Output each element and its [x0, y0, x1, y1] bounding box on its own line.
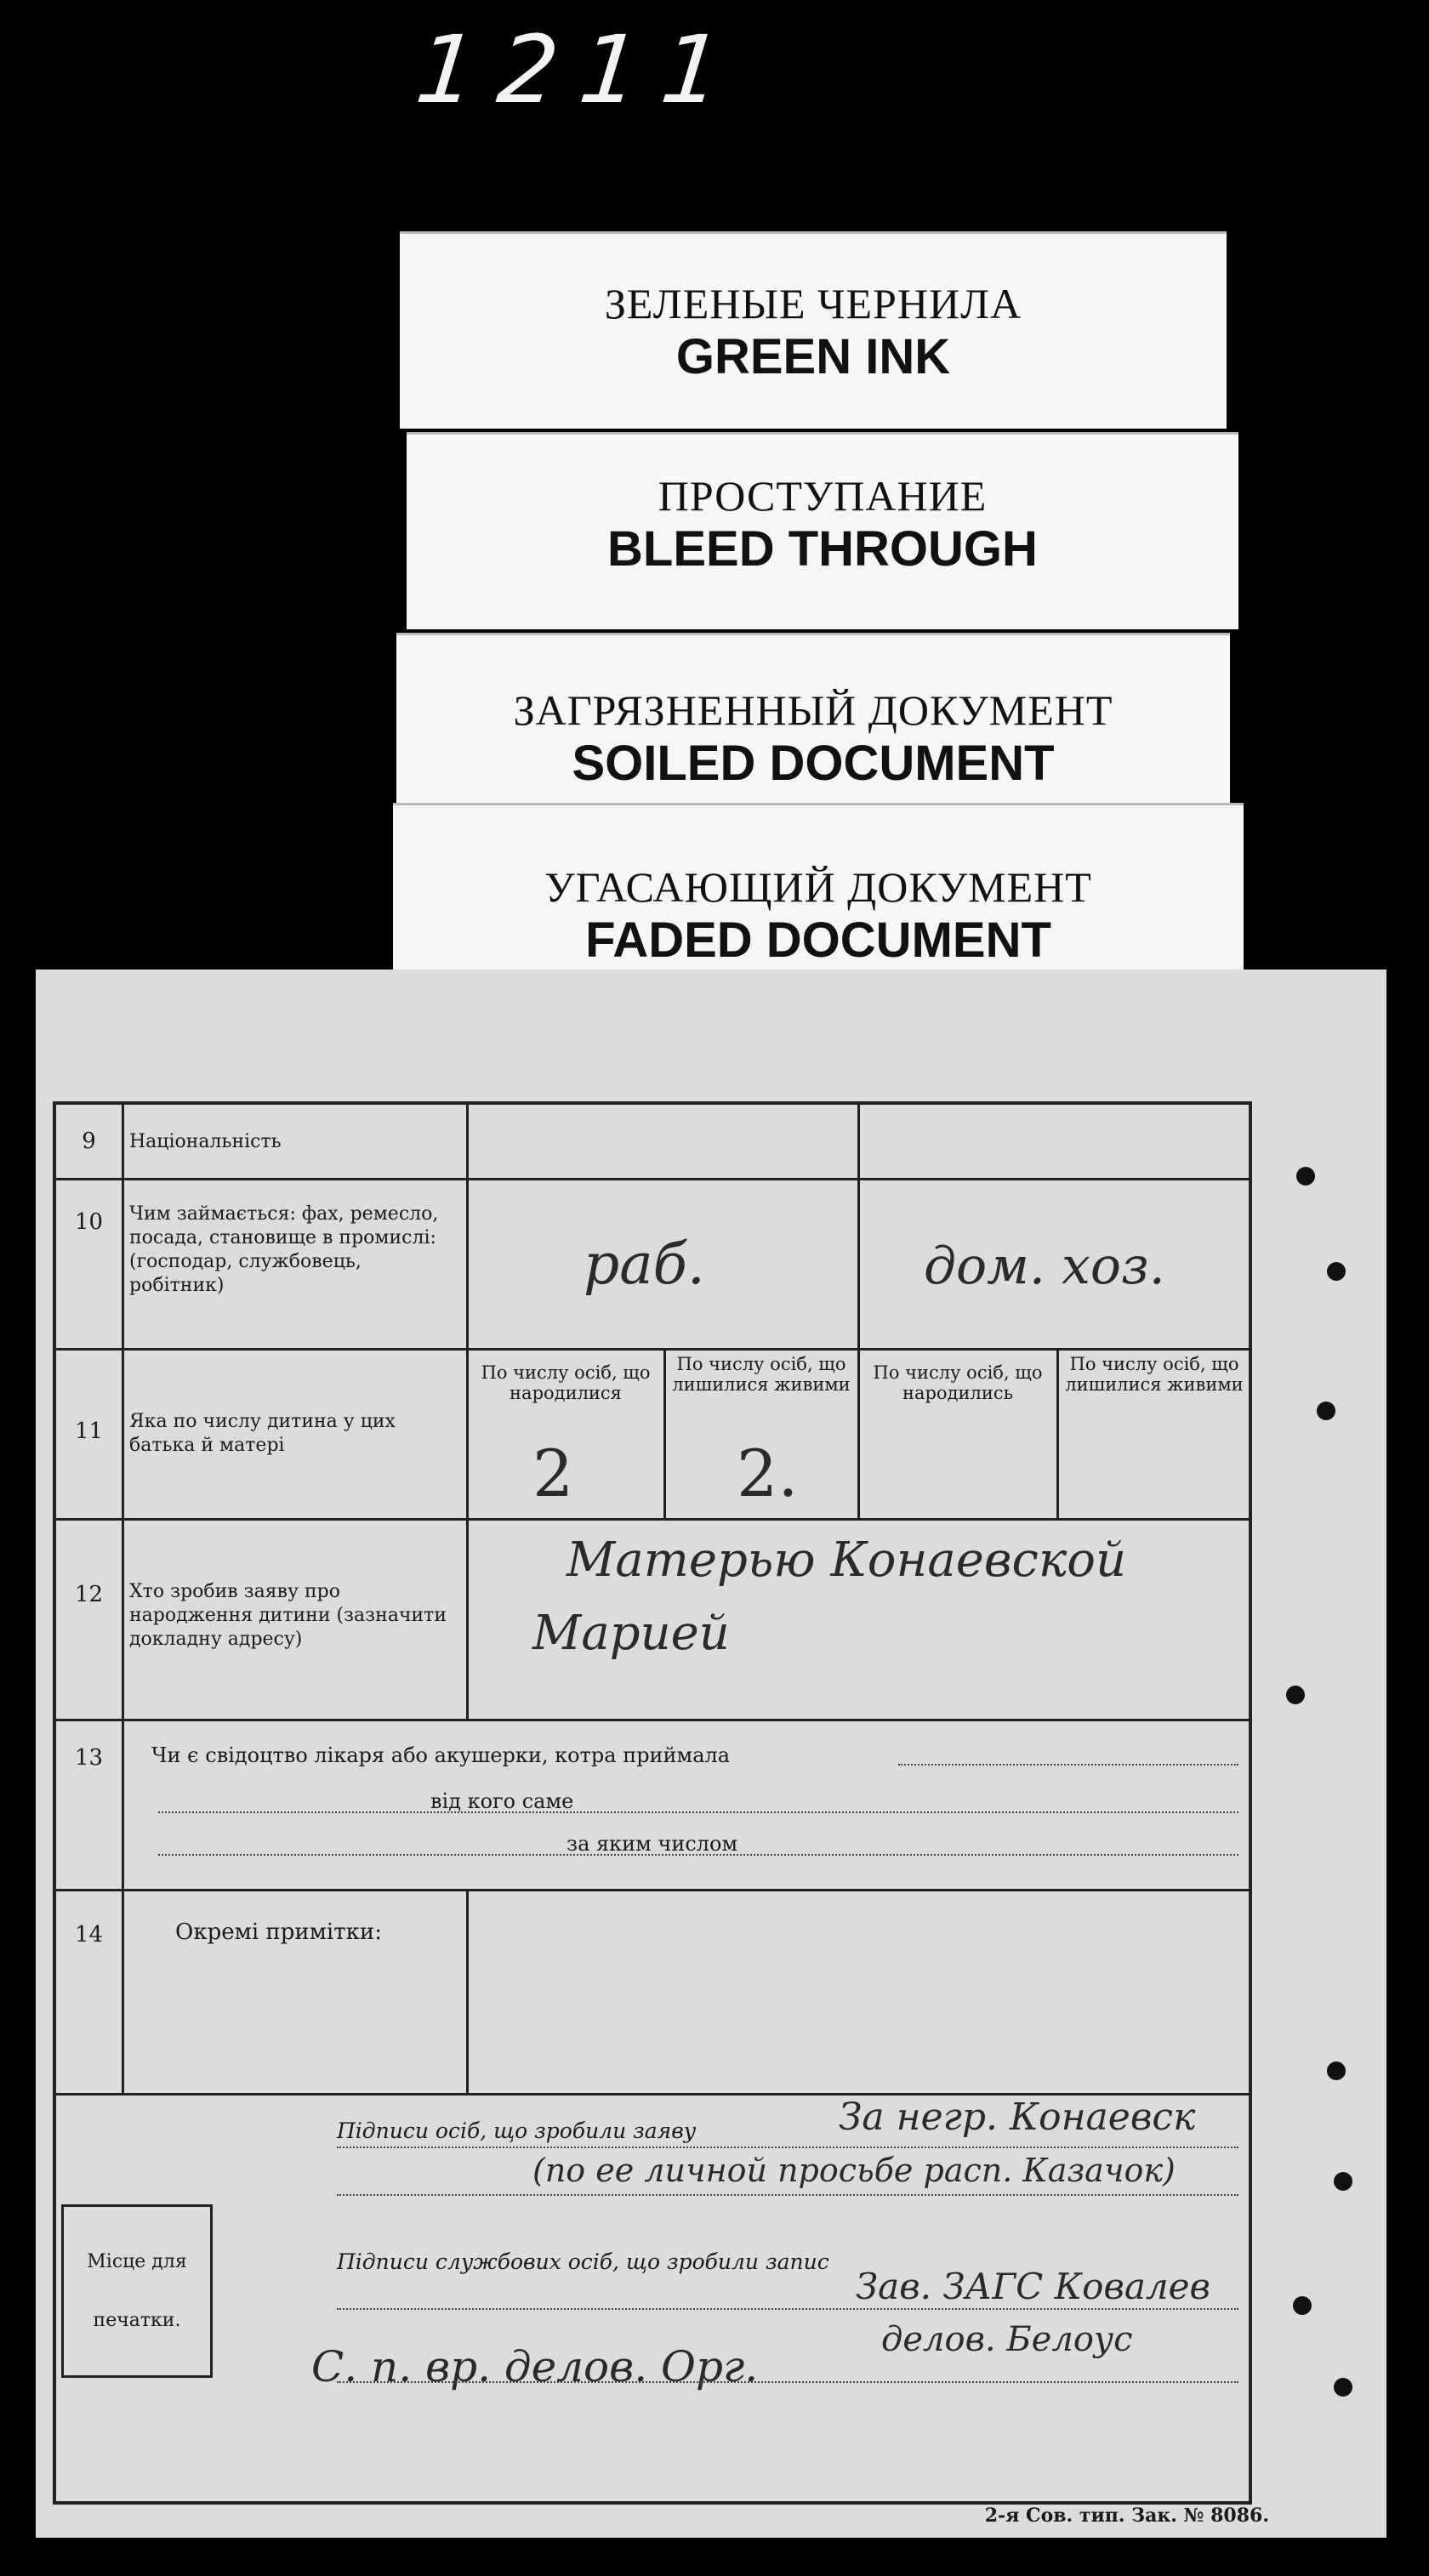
label-ru: ЗЕЛЕНЫЕ ЧЕРНИЛА	[604, 280, 1022, 327]
applicants-signature: За негр. Конаевск	[839, 2095, 1196, 2139]
father-occupation: раб.	[584, 1231, 705, 1297]
children-alive-father: 2.	[737, 1436, 799, 1511]
label-en: FADED DOCUMENT	[585, 913, 1051, 968]
officials-signature-label: Підписи службових осіб, що зробили запис	[337, 2249, 829, 2274]
column-header: По числу осіб, що народилися	[481, 1362, 651, 1403]
row-11	[56, 1348, 1249, 1518]
field-label: Яка по числу дитина у цих батька й матері	[129, 1411, 396, 1456]
frame-number: 1211	[411, 15, 749, 124]
punch-hole	[1334, 2172, 1352, 2191]
column-header: По числу осіб, що народились	[873, 1362, 1043, 1403]
field-label: Окремі примітки:	[175, 1919, 382, 1945]
row-9	[56, 1105, 1249, 1178]
label-en: BLEED THROUGH	[607, 521, 1038, 577]
applicant-name: Матерью Конаевской	[566, 1533, 1127, 1588]
row-13	[56, 1719, 1249, 1889]
signatures-section	[56, 2093, 1249, 2508]
label-bleed-through	[407, 432, 1238, 629]
punch-hole	[1327, 2061, 1346, 2080]
label-ru: ПРОСТУПАНИЕ	[658, 472, 988, 520]
label-en: SOILED DOCUMENT	[572, 736, 1055, 791]
field-label: Хто зробив заяву про народження дитини (зазначити докладну адресу)	[129, 1581, 447, 1650]
punch-hole	[1286, 1686, 1305, 1704]
punch-hole	[1317, 1402, 1335, 1420]
label-green-ink	[400, 231, 1227, 429]
label-en: GREEN INK	[675, 329, 951, 384]
field-label: за яким числом	[566, 1832, 738, 1856]
row-12	[56, 1518, 1249, 1719]
field-label: від кого саме	[430, 1789, 574, 1813]
field-label: Національність	[129, 1131, 282, 1152]
label-ru: ЗАГРЯЗНЕННЫЙ ДОКУМЕНТ	[513, 686, 1113, 734]
row-number: 13	[56, 1721, 124, 1889]
label-ru: УГАСАЮЩИЙ ДОКУМЕНТ	[544, 863, 1092, 911]
bottom-handwritten-note: С. п. вр. делов. Орг.	[311, 2342, 759, 2391]
children-born-father: 2	[532, 1436, 574, 1511]
mother-occupation: дом. хоз.	[924, 1237, 1165, 1296]
applicant-first-name: Марией	[532, 1606, 730, 1661]
label-soiled-document	[396, 633, 1230, 825]
row-number: 9	[56, 1105, 124, 1178]
field-label: Чи є свідоцтво лікаря або акушерки, котра приймала	[151, 1743, 731, 1767]
label-faded-document	[393, 803, 1244, 973]
column-header: По числу осіб, що лишилися живими	[672, 1354, 851, 1395]
row-number: 12	[56, 1521, 124, 1719]
column-header: По числу осіб, що лишилися живими	[1065, 1354, 1244, 1395]
applicants-signature-label: Підписи осіб, що зробили заяву	[337, 2118, 697, 2143]
punch-hole	[1334, 2378, 1352, 2397]
row-number: 11	[56, 1351, 124, 1518]
row-10	[56, 1178, 1249, 1348]
print-note: 2-я Сов. тип. Зак. № 8086.	[984, 2505, 1269, 2527]
row-number: 10	[56, 1180, 124, 1348]
stamp-place-line1: Місце для	[87, 2251, 187, 2272]
birth-record-form	[53, 1101, 1252, 2505]
stamp-place	[61, 2204, 213, 2378]
punch-hole	[1296, 1167, 1315, 1186]
field-label: Чим займається: фах, ремесло, посада, становище в промислі: (господар, службовець, робітник)	[129, 1203, 439, 1296]
officials-signature-2: делов. Белоус	[881, 2320, 1133, 2359]
officials-signature: Зав. ЗАГС Ковалев	[856, 2266, 1210, 2307]
punch-hole	[1293, 2296, 1312, 2315]
row-14	[56, 1889, 1249, 2093]
punch-hole	[1327, 1262, 1346, 1281]
row-number: 14	[56, 1891, 124, 2093]
stamp-place-line2: печатки.	[93, 2310, 181, 2331]
applicants-signature-note: (по ее личной просьбе расп. Казачок)	[532, 2152, 1176, 2189]
